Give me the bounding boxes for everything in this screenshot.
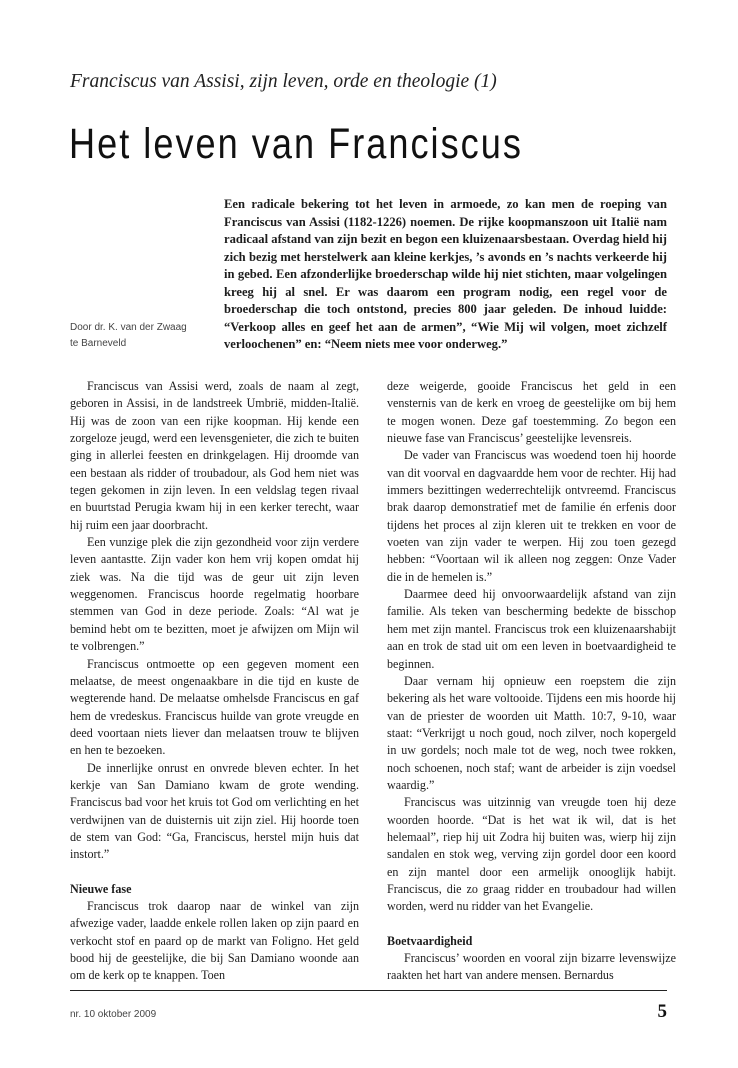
article-title: Het leven van Franciscus [69,120,523,168]
paragraph: deze weigerde, gooide Franciscus het geld in een vensternis van de kerk en vroeg de geestelijke om bij hem te mogen wonen. Deze gaf toestemming. Zo begon een nieuwe fase van Franciscus’ geestelijke levensreis. [387,379,676,446]
paragraph: Franciscus trok daarop naar de winkel van zijn afwezige vader, laadde enkele rollen laken op zijn paard en verkocht stof en paard op de markt van Foligno. Het geld bood hij de geestelijke, die bij San Damiano woonde aan om de kerk op te knappen. Toen [70,898,359,983]
section-heading-boetvaardigheid: Boetvaardigheid [387,933,473,948]
paragraph: De vader van Franciscus was woedend toen hij hoorde van dit voorval en dagvaardde hem voor de rechter. Hij had immers bezittingen wederrechtelijk ontvreemd. Franciscus brak daarop demonstratief met de familie én erfenis door tijdens het proces al zijn kleren uit te trekken en voor de voeten van zijn vader te werpen. Hij zou toen gezegd hebben: “Voortaan wil ik alleen nog zeggen: Onze Vader die in de hemelen is.” [387,448,676,584]
paragraph: Daar vernam hij opnieuw een roepstem die zijn bekering als het ware voltooide. Tijdens een mis hoorde hij van de priester de woorden uit Matth. 10:7, 9-10, waar staat: “Verkrijgt u noch goud, noch zilver, noch kopergeld in uw gordels; noch male tot de weg, noch twee rokken, noch schoenen, noch staf; want de arbeider is zijn voedsel waardig.” [387,673,676,792]
page-number: 5 [657,1001,667,1022]
footer-rule [70,990,667,991]
paragraph: Franciscus’ woorden en vooral zijn bizarre levenswijze raakten het hart van andere mensen. Bernardus [387,951,676,983]
body-column-right [387,378,676,985]
paragraph: Franciscus was uitzinnig van vreugde toen hij deze woorden hoorde. “Dat is het wat ik wil, dat is het helemaal”, riep hij uit Zodra hij buiten was, wierp hij zijn sandalen en stok weg, verving zijn gordel door een koord en zijn mantel door een armelijk onooglijk habijt. Franciscus, die zo graag ridder en troubadour had willen worden, werd nu ridder van het Evangelie. [387,795,676,914]
paragraph: De innerlijke onrust en onvrede bleven echter. In het kerkje van San Damiano kwam de grote wending. Franciscus bad voor het kruis tot God om verlichting en het verdwijnen van de duisternis uit zijn ziel. Hij hoorde toen de stem van God: “Ga, Franciscus, herstel mijn huis dat instort.” [70,760,359,862]
paragraph: Daarmee deed hij onvoorwaardelijk afstand van zijn familie. Als teken van bescherming bedekte de bisschop hem met zijn mantel. Franciscus trok een kluizenaarshabijt aan en trok de stad uit om een leven in boetvaardigheid te beginnen. [387,587,676,671]
section-heading-nieuwe-fase: Nieuwe fase [70,881,132,896]
article-lede: Een radicale bekering tot het leven in armoede, zo kan men de roeping van Franciscus van Assisi (1182-1226) noemen. De rijke koopmanszoon uit Italië nam radicaal afstand van zijn bezit en begon een kluizenaarsbestaan. Overdag hield hij zich bezig met herstelwerk aan kleine kerkjes, ’s avonds en ’s nachts verkeerde hij in gebed. Een afzonderlijke broederschap wilde hij niet stichten, maar volgelingen kreeg hij al snel. Er was daarom een program nodig, een regel voor de broederschap die toch ontstond, precies 800 jaar geleden. De inhoud luidde: “Verkoop alles en geef het aan de armen”, “Wie Mij wil volgen, moet zichzelf verloochenen” en: “Neem niets mee voor onderweg.” [224,197,667,351]
byline-author: Door dr. K. van der Zwaag [70,322,187,333]
series-title: Franciscus van Assisi, zijn leven, orde en theologie (1) [70,71,497,92]
body-column-left [70,378,359,985]
byline [70,320,220,352]
paragraph: Een vunzige plek die zijn gezondheid voor zijn verdere leven aantastte. Zijn vader kon hem vrij kopen omdat hij ziek was. Na die tijd was de geur uit zijn leven weggenomen. Franciscus hoorde regelmatig hoorbare stemmen van God in deze periode. Zoals: “Al wat je bemind hebt om te bezitten, moet je afwijzen om Mijn wil te volbrengen.” [70,535,359,654]
byline-place: te Barneveld [70,338,127,349]
issue-info: nr. 10 oktober 2009 [70,1009,157,1020]
paragraph: Franciscus van Assisi werd, zoals de naam al zegt, geboren in Assisi, in de landstreek Umbrië, midden-Italië. Hij was de zoon van een rijke koopman. Hij kende een zorgeloze jeugd, werd een levensgenieter, die zich te buiten ging in allerlei feesten en drinkgelagen. Hij droomde van een bestaan als ridder of troubadour, als God hem niet was tegen gekomen in zijn leven. In een veldslag tegen rivaal en buurtstad Perugia kwam hij in een kerker terecht, waar hij ruim een jaar doorbracht. [70,379,359,532]
paragraph: Franciscus ontmoette op een gegeven moment een melaatse, de meest ongenaakbare in die tijd en kuste de wegterende hand. De melaatse omhelsde Franciscus en gaf hem de vredeskus. Franciscus huilde van grote vreugde en deed voortaan niets liever dan melaatsen trouw te blijven en hen te bezoeken. [70,656,359,758]
